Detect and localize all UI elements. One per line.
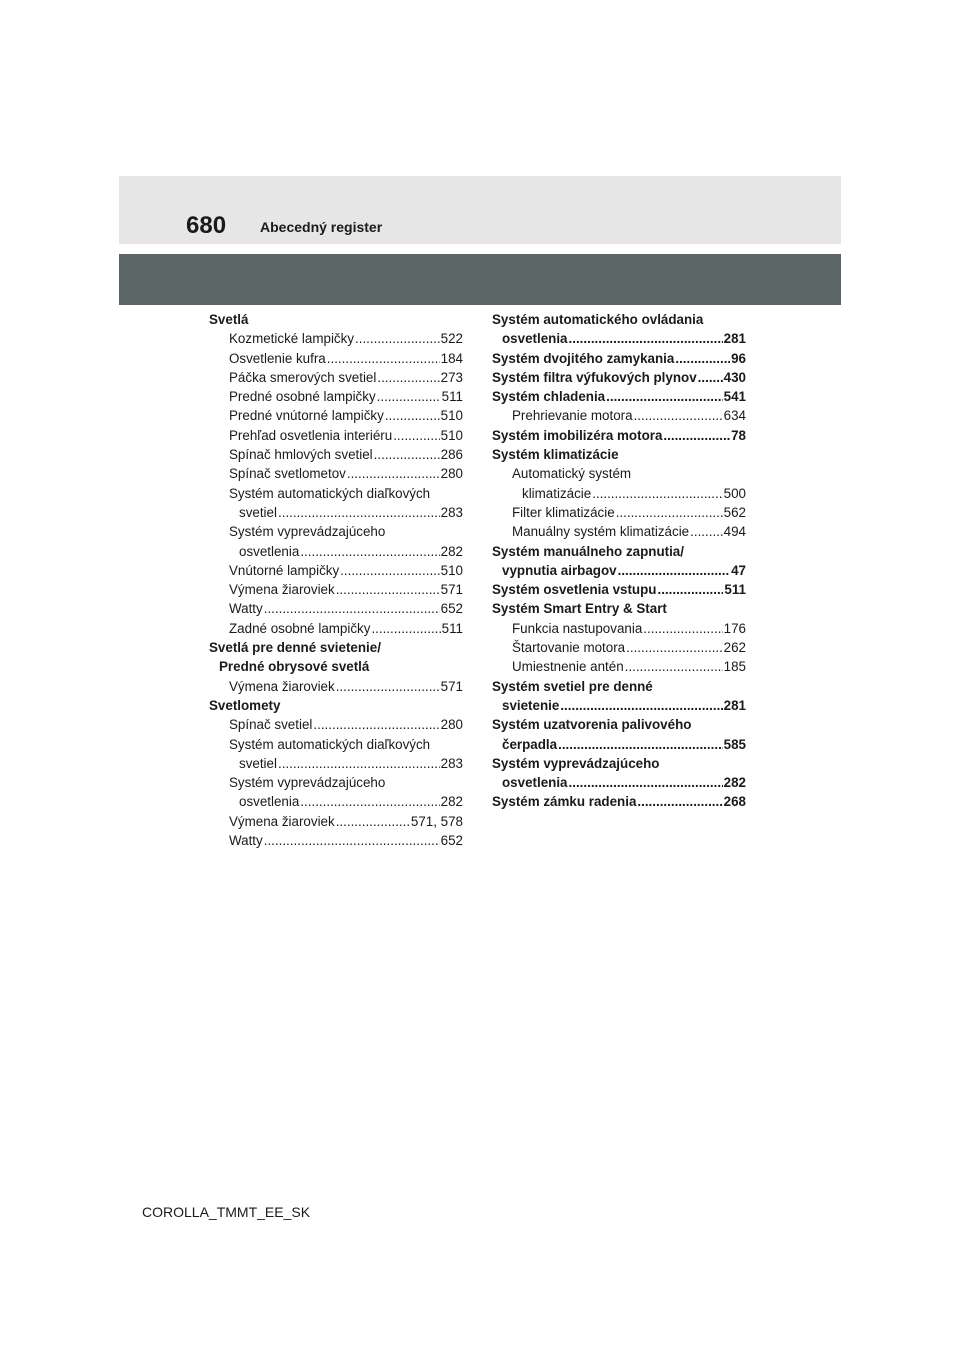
dot-leader xyxy=(698,368,723,387)
index-entry-page: 176 xyxy=(723,620,746,636)
index-entry-page: 283 xyxy=(440,755,463,771)
index-entry xyxy=(492,792,746,811)
index-entry-label: Systém automatického ovládania xyxy=(492,312,704,327)
index-entry-page: 634 xyxy=(723,408,746,424)
index-entry-page: 571 xyxy=(440,582,463,598)
index-entry-label: Systém dvojitého zamykania xyxy=(492,350,675,366)
index-entry-page: 78 xyxy=(731,427,746,443)
index-entry xyxy=(492,677,746,696)
index-entry-label: osvetlenia xyxy=(502,775,568,791)
index-entry xyxy=(492,638,746,657)
index-entry xyxy=(492,484,746,503)
dot-leader xyxy=(690,522,723,541)
index-entry-label: Spínač svetiel xyxy=(229,717,313,733)
index-entry-label: Systém zámku radenia xyxy=(492,794,637,810)
index-entry-page: 511 xyxy=(441,620,463,636)
dot-leader xyxy=(657,580,723,599)
dot-leader xyxy=(377,387,441,406)
index-entry-page: 510 xyxy=(440,427,463,443)
index-entry-label: klimatizácie xyxy=(522,485,592,501)
dot-leader xyxy=(569,329,723,348)
index-entry-page: 571, 578 xyxy=(410,813,463,829)
index-entry xyxy=(492,542,746,561)
index-entry xyxy=(209,580,463,599)
index-entry-label: Svetlomety xyxy=(209,697,281,713)
index-entry-page: 510 xyxy=(440,562,463,578)
index-entry xyxy=(209,329,463,348)
index-entry xyxy=(209,387,463,406)
index-entry xyxy=(492,696,746,715)
index-entry xyxy=(209,599,463,618)
index-entry xyxy=(492,599,746,618)
index-entry-page: 511 xyxy=(441,389,463,405)
index-entry xyxy=(492,503,746,522)
index-entry xyxy=(209,754,463,773)
dot-leader xyxy=(643,619,722,638)
dot-leader xyxy=(618,561,731,580)
dot-leader xyxy=(336,812,410,831)
index-entry-label: Systém vyprevádzajúceho xyxy=(229,775,386,791)
index-entry-label: Výmena žiaroviek xyxy=(229,582,335,598)
index-entry-label: Svetlá xyxy=(209,312,249,327)
index-entry xyxy=(209,619,463,638)
index-entry-label: Predné osobné lampičky xyxy=(229,389,376,405)
index-entry-label: Systém Smart Entry & Start xyxy=(492,601,667,617)
index-entry xyxy=(492,773,746,792)
index-entry-page: 281 xyxy=(723,331,746,347)
index-entry-label: Vnútorné lampičky xyxy=(229,562,340,578)
index-entry-label: Systém automatických diaľkových xyxy=(229,485,431,501)
dot-leader xyxy=(336,677,440,696)
dot-leader xyxy=(625,657,723,676)
index-entry-page: 268 xyxy=(723,794,746,810)
index-entry-label: Predné obrysové svetlá xyxy=(219,659,370,675)
dot-leader xyxy=(616,503,723,522)
index-entry xyxy=(209,522,463,541)
dot-leader xyxy=(634,406,723,425)
index-entry xyxy=(492,329,746,348)
section-title: Abecedný register xyxy=(260,219,383,235)
index-entry-label: Manuálny systém klimatizácie xyxy=(512,524,690,540)
index-entry-label: Systém filtra výfukových plynov xyxy=(492,369,697,385)
index-entry-page: 262 xyxy=(723,640,746,656)
index-entry-label: Funkcia nastupovania xyxy=(512,620,643,636)
index-entry xyxy=(492,426,746,445)
dot-leader xyxy=(264,831,440,850)
dot-leader xyxy=(300,792,439,811)
index-entry-page: 283 xyxy=(440,504,463,520)
index-entry-page: 511 xyxy=(724,582,746,598)
index-entry-label: Prehrievanie motora xyxy=(512,408,633,424)
index-entry-page: 541 xyxy=(723,389,746,405)
index-entry xyxy=(209,542,463,561)
dot-leader xyxy=(374,445,440,464)
index-entry-label: Štartovanie motora xyxy=(512,640,626,656)
index-entry xyxy=(209,812,463,831)
index-entry-label: vypnutia airbagov xyxy=(502,562,617,578)
index-entry xyxy=(209,677,463,696)
index-entry-label: svetiel xyxy=(239,755,277,771)
index-entry xyxy=(209,406,463,425)
index-entry-label: Prehľad osvetlenia interiéru xyxy=(229,427,393,443)
index-entry xyxy=(209,657,463,676)
dot-leader xyxy=(371,619,440,638)
dot-leader xyxy=(626,638,723,657)
index-entry-label: svietenie xyxy=(502,697,560,713)
dot-leader xyxy=(355,329,440,348)
index-entry-page: 280 xyxy=(440,717,463,733)
section-banner xyxy=(119,254,841,305)
index-entry xyxy=(209,696,463,715)
index-entry xyxy=(492,754,746,773)
index-entry xyxy=(209,715,463,734)
index-entry-page: 280 xyxy=(440,466,463,482)
index-entry-page: 652 xyxy=(440,833,463,849)
dot-leader xyxy=(663,426,730,445)
index-entry-page: 522 xyxy=(440,331,463,347)
index-entry-label: Spínač svetlometov xyxy=(229,466,346,482)
dot-leader xyxy=(278,503,440,522)
dot-leader xyxy=(385,406,440,425)
index-entry xyxy=(209,831,463,850)
index-entry-page: 652 xyxy=(440,601,463,617)
index-entry-page: 286 xyxy=(440,447,463,463)
index-entry-page: 282 xyxy=(440,794,463,810)
index-entry-page: 500 xyxy=(723,485,746,501)
index-entry-label: Umiestnenie antén xyxy=(512,659,624,675)
index-entry xyxy=(492,445,746,464)
index-entry xyxy=(209,773,463,792)
index-entry-label: Systém vyprevádzajúceho xyxy=(492,755,660,771)
index-entry-page: 562 xyxy=(723,504,746,520)
index-entry-label: Predné vnútorné lampičky xyxy=(229,408,384,424)
dot-leader xyxy=(327,349,440,368)
index-entry-label: Spínač hmlových svetiel xyxy=(229,447,373,463)
index-entry xyxy=(492,619,746,638)
index-entry-label: Systém imobilizéra motora xyxy=(492,427,663,443)
index-entry-page: 47 xyxy=(731,562,746,578)
dot-leader xyxy=(675,349,730,368)
index-column-left xyxy=(209,310,463,850)
index-entry xyxy=(492,464,746,483)
index-entry-label: Filter klimatizácie xyxy=(512,504,615,520)
index-entry-label: Osvetlenie kufra xyxy=(229,350,326,366)
index-entry xyxy=(492,580,746,599)
index-entry-label: Výmena žiaroviek xyxy=(229,813,335,829)
index-entry-label: Systém manuálneho zapnutia/ xyxy=(492,543,684,559)
index-entry-label: Systém osvetlenia vstupu xyxy=(492,582,657,598)
index-entry-page: 185 xyxy=(723,659,746,675)
index-entry xyxy=(209,503,463,522)
index-entry-label: Watty xyxy=(229,601,263,617)
index-entry-page: 184 xyxy=(440,350,463,366)
index-entry-label: Systém vyprevádzajúceho xyxy=(229,524,386,540)
page-number: 680 xyxy=(186,212,227,239)
index-entry xyxy=(209,561,463,580)
index-entry xyxy=(492,657,746,676)
index-entry xyxy=(209,445,463,464)
dot-leader xyxy=(606,387,723,406)
dot-leader xyxy=(300,542,439,561)
dot-leader xyxy=(558,735,723,754)
dot-leader xyxy=(560,696,722,715)
index-entry xyxy=(209,735,463,754)
index-entry-label: Watty xyxy=(229,833,263,849)
document-code: COROLLA_TMMT_EE_SK xyxy=(142,1204,311,1220)
index-column-right xyxy=(492,310,746,812)
index-entry xyxy=(492,522,746,541)
index-entry-page: 494 xyxy=(723,524,746,540)
index-entry-page: 430 xyxy=(723,369,746,385)
index-entry xyxy=(492,387,746,406)
index-entry xyxy=(209,426,463,445)
index-entry xyxy=(209,464,463,483)
index-entry-page: 282 xyxy=(723,775,746,791)
index-entry-page: 571 xyxy=(440,678,463,694)
index-entry xyxy=(209,368,463,387)
dot-leader xyxy=(569,773,723,792)
index-entry xyxy=(209,792,463,811)
index-entry-label: osvetlenia xyxy=(239,543,300,559)
index-entry-label: osvetlenia xyxy=(502,331,568,347)
index-entry-page: 96 xyxy=(731,350,746,366)
dot-leader xyxy=(340,561,440,580)
index-entry-page: 282 xyxy=(440,543,463,559)
dot-leader xyxy=(637,792,722,811)
index-entry-page: 273 xyxy=(440,369,463,385)
index-entry-label: Automatický systém xyxy=(512,466,632,482)
dot-leader xyxy=(592,484,722,503)
index-entry-label: čerpadla xyxy=(502,736,558,752)
index-entry-page: 585 xyxy=(723,736,746,752)
index-entry xyxy=(492,406,746,425)
index-entry-label: Zadné osobné lampičky xyxy=(229,620,371,636)
index-entry xyxy=(492,715,746,734)
index-entry-label: Systém svetiel pre denné xyxy=(492,678,653,694)
dot-leader xyxy=(377,368,439,387)
index-entry xyxy=(492,310,746,329)
dot-leader xyxy=(347,464,440,483)
index-entry xyxy=(209,638,463,657)
index-entry xyxy=(492,561,746,580)
index-entry xyxy=(209,484,463,503)
index-entry-label: Svetlá pre denné svietenie/ xyxy=(209,640,381,656)
index-entry-page: 281 xyxy=(723,697,746,713)
header-band xyxy=(119,176,841,244)
dot-leader xyxy=(264,599,440,618)
index-entry xyxy=(492,735,746,754)
index-entry-label: Kozmetické lampičky xyxy=(229,331,355,347)
dot-leader xyxy=(393,426,439,445)
index-entry-label: svetiel xyxy=(239,504,277,520)
index-entry xyxy=(209,310,463,329)
index-entry-label: osvetlenia xyxy=(239,794,300,810)
index-entry xyxy=(492,349,746,368)
index-entry-label: Systém uzatvorenia palivového xyxy=(492,717,692,733)
index-entry-label: Systém chladenia xyxy=(492,389,606,405)
index-entry-page: 510 xyxy=(440,408,463,424)
index-entry-label: Páčka smerových svetiel xyxy=(229,369,377,385)
dot-leader xyxy=(278,754,440,773)
dot-leader xyxy=(313,715,439,734)
index-entry xyxy=(209,349,463,368)
index-entry-label: Výmena žiaroviek xyxy=(229,678,335,694)
index-entry-label: Systém klimatizácie xyxy=(492,447,619,463)
dot-leader xyxy=(336,580,440,599)
index-entry xyxy=(492,368,746,387)
index-entry-label: Systém automatických diaľkových xyxy=(229,736,431,752)
